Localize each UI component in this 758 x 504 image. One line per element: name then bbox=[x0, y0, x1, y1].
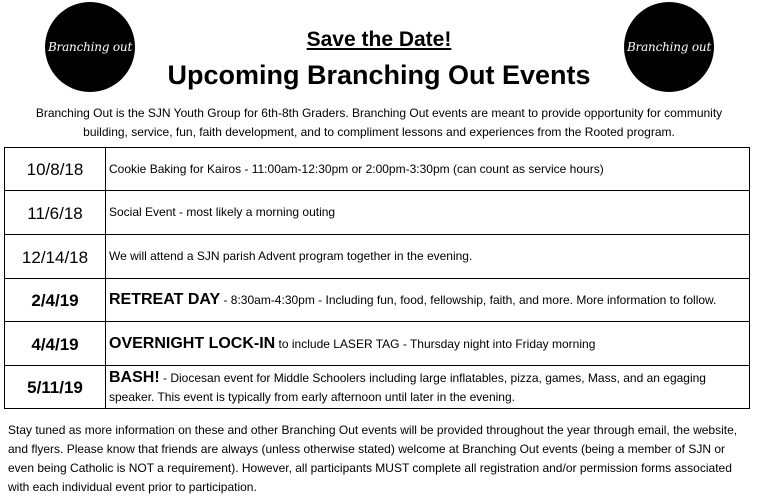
event-row bbox=[5, 279, 750, 322]
event-description bbox=[106, 279, 750, 322]
event-text: - Diocesan event for Middle Schoolers including large inflatables, pizza, games, Mass, and an egaging speaker. This event is typically from early afternoon until later in the evening. bbox=[109, 370, 706, 404]
events-table bbox=[4, 147, 750, 409]
event-text: to include LASER TAG - Thursday night into Friday morning bbox=[275, 336, 596, 351]
event-lead: BASH! bbox=[109, 368, 160, 386]
event-row bbox=[5, 322, 750, 366]
event-text: We will attend a SJN parish Advent program together in the evening. bbox=[109, 249, 473, 263]
event-description bbox=[106, 322, 750, 366]
event-lead: OVERNIGHT LOCK-IN bbox=[109, 334, 276, 352]
event-text: - 8:30am-4:30pm - Including fun, food, fellowship, faith, and more. More information to follow. bbox=[220, 293, 717, 307]
footer-paragraph: Stay tuned as more information on these and other Branching Out events will be provided throughout the year through email, the website, and flyers. Please know that friends are always (unless otherwise stated) welcome at Branching Out events (being a member of SJN or even being Catholic is NOT a requirement). However, all participants MUST complete all registration and/or permission forms associated with each individual event prior to participation. bbox=[8, 423, 738, 494]
event-text: Social Event - most likely a morning outing bbox=[109, 205, 336, 219]
event-row bbox=[5, 148, 750, 191]
intro-paragraph: Branching Out is the SJN Youth Group for 6th-8th Graders. Branching Out events are meant to provide opportunity for community building, service, fun, faith development, and to compliment lessons and experiences from the Rooted program. bbox=[35, 106, 723, 139]
event-description bbox=[106, 366, 750, 409]
event-text: Cookie Baking for Kairos - 11:00am-12:30pm or 2:00pm-3:30pm (can count as service hours) bbox=[109, 161, 604, 176]
save-the-date-heading: Save the Date! bbox=[306, 28, 452, 51]
logo-wordmark: Branching out bbox=[626, 40, 712, 54]
page-title: Upcoming Branching Out Events bbox=[167, 60, 591, 90]
event-description bbox=[106, 235, 750, 279]
event-row bbox=[5, 366, 750, 409]
event-date: 2/4/19 bbox=[5, 279, 106, 322]
event-date: 12/14/18 bbox=[5, 235, 106, 279]
event-date: 4/4/19 bbox=[5, 322, 106, 366]
event-date: 11/6/18 bbox=[5, 191, 106, 235]
event-description bbox=[106, 191, 750, 235]
event-row bbox=[5, 235, 750, 279]
logo-wordmark: Branching out bbox=[47, 40, 133, 54]
event-lead: RETREAT DAY bbox=[109, 291, 221, 308]
event-row bbox=[5, 191, 750, 235]
event-description bbox=[106, 148, 750, 191]
event-date: 10/8/18 bbox=[5, 148, 106, 191]
event-date: 5/11/19 bbox=[5, 366, 106, 409]
